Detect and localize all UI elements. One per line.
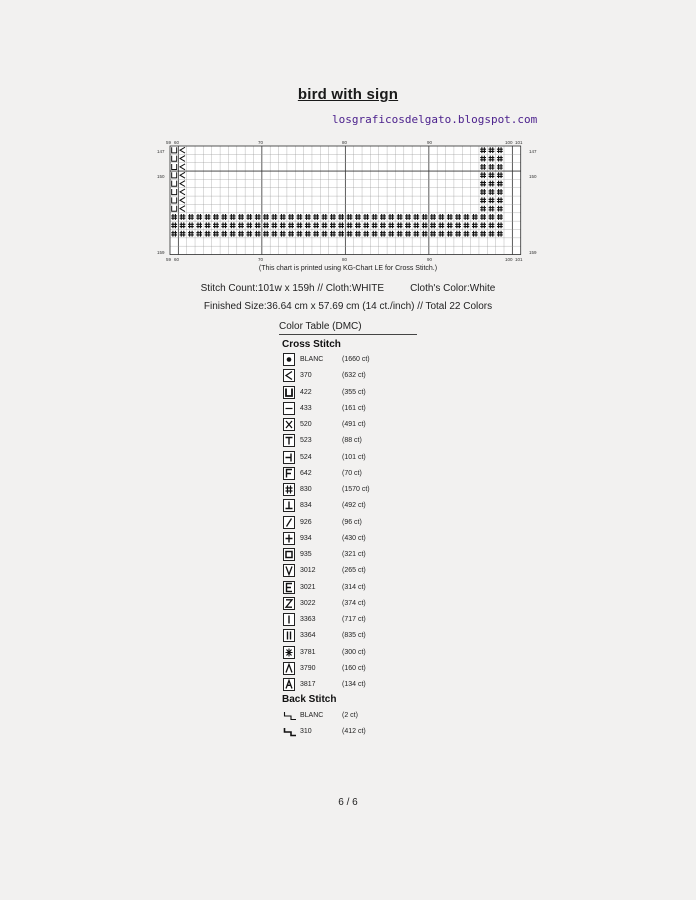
color-row	[283, 532, 483, 546]
dmc-code: 642	[300, 469, 312, 477]
dmc-code: 934	[300, 534, 312, 542]
stitch-count-value: (835 ct)	[342, 632, 366, 640]
dmc-code: 310	[300, 728, 312, 735]
cloth-color: Cloth's Color:White	[410, 283, 496, 294]
color-row	[283, 662, 483, 676]
dmc-code: 433	[300, 404, 312, 412]
dmc-code: 422	[300, 388, 312, 396]
color-row	[283, 434, 483, 448]
u-shape-icon	[283, 386, 295, 399]
stitch-count-value: (265 ct)	[342, 567, 366, 575]
stitch-count-value: (717 ct)	[342, 616, 366, 623]
dmc-code: 935	[300, 551, 312, 558]
t-icon	[283, 434, 295, 447]
top-label-90: 90	[427, 140, 433, 145]
finished-size: Finished Size:36.64 cm x 57.69 cm (14 ct./inch) // Total 22 Colors	[203, 301, 493, 312]
dmc-code: 3012	[300, 567, 316, 575]
inverted-t-icon	[283, 499, 295, 512]
stitch-count-value: (492 ct)	[342, 502, 366, 510]
color-row	[283, 709, 483, 723]
color-row	[283, 353, 483, 367]
color-row	[283, 581, 483, 595]
stitch-count-value: (96 ct)	[342, 518, 362, 526]
top-label-59: 59	[166, 140, 172, 145]
stitch-count-value: (374 ct)	[342, 599, 366, 607]
color-row	[283, 725, 483, 739]
page-number: 6 / 6	[338, 797, 358, 808]
dmc-code: 830	[300, 486, 312, 493]
back-stitch-thin-icon	[283, 709, 297, 722]
stitch-count-value: (101 ct)	[342, 453, 366, 461]
top-label-101: 101	[515, 140, 523, 145]
stitch-count-value: (314 ct)	[342, 583, 366, 591]
stitch-count-value: (134 ct)	[342, 681, 366, 688]
bottom-label-100: 100	[505, 257, 513, 262]
color-table-title: Color Table (DMC)	[279, 321, 417, 335]
z-icon	[283, 597, 295, 610]
right-label-159: 159	[529, 250, 537, 255]
square-icon	[283, 548, 295, 561]
printed-note: (This chart is printed using KG-Chart LE for Cross Stitch.)	[258, 265, 438, 272]
dmc-code: 926	[300, 518, 312, 526]
dmc-code: 3817	[300, 681, 316, 688]
top-label-70: 70	[258, 140, 264, 145]
back-stitch-heading: Back Stitch	[282, 694, 337, 705]
color-row	[283, 451, 483, 465]
color-row	[283, 483, 483, 497]
top-label-80: 80	[342, 140, 348, 145]
dmc-code: 3781	[300, 648, 316, 656]
dmc-code: 3021	[300, 583, 316, 591]
stitch-count-value: (300 ct)	[342, 648, 366, 656]
x-icon	[283, 418, 295, 431]
color-row	[283, 516, 483, 530]
dmc-code: 524	[300, 453, 312, 461]
color-row	[283, 646, 483, 660]
color-row	[283, 369, 483, 383]
dmc-code: 3022	[300, 599, 316, 607]
stitch-count-value: (161 ct)	[342, 404, 366, 412]
stitch-count-value: (88 ct)	[342, 437, 362, 445]
stitch-count-value: (491 ct)	[342, 421, 366, 428]
less-than-icon	[283, 369, 295, 382]
color-row	[283, 499, 483, 513]
color-row	[283, 402, 483, 416]
left-label-147: 147	[157, 149, 165, 154]
right-tee-icon	[283, 451, 295, 464]
stitch-count-value: (632 ct)	[342, 372, 366, 380]
pattern-chart	[157, 138, 545, 264]
double-bar-icon	[283, 629, 295, 642]
back-stitch-thick-icon	[283, 725, 297, 738]
color-row	[283, 418, 483, 432]
dmc-code: BLANC	[300, 356, 324, 363]
pattern-grid	[170, 146, 521, 255]
top-label-60: 60	[174, 140, 180, 145]
stitch-count-value: (160 ct)	[342, 664, 366, 672]
dmc-code: 520	[300, 421, 312, 428]
left-label-159: 159	[157, 250, 165, 255]
slash-icon	[283, 516, 295, 529]
left-label-150: 150	[157, 174, 165, 179]
page-title: bird with sign	[297, 86, 399, 103]
bottom-label-59: 59	[166, 257, 172, 262]
stitch-info	[0, 283, 696, 294]
a-icon	[283, 678, 295, 691]
color-row	[283, 597, 483, 611]
dot-icon	[283, 353, 295, 366]
site-url: losgraficosdelgato.blogspot.com	[332, 113, 538, 126]
right-label-150: 150	[529, 174, 537, 179]
cross-stitch-heading: Cross Stitch	[282, 339, 341, 350]
stitch-count-value: (2 ct)	[342, 712, 358, 719]
color-row	[283, 613, 483, 627]
hash-icon	[283, 483, 295, 496]
bottom-label-90: 90	[427, 257, 433, 262]
caret-icon	[283, 662, 295, 675]
stitch-count-value: (430 ct)	[342, 534, 366, 542]
color-row	[283, 564, 483, 578]
e-icon	[283, 581, 295, 594]
dmc-code: 523	[300, 437, 312, 445]
plus-icon	[283, 532, 295, 545]
v-icon	[283, 564, 295, 577]
right-label-147: 147	[529, 149, 537, 154]
dmc-code: BLANC	[300, 712, 324, 719]
stitch-count-value: (412 ct)	[342, 728, 366, 735]
stitch-count-value: (355 ct)	[342, 388, 366, 396]
color-row	[283, 678, 483, 692]
color-row	[283, 548, 483, 562]
color-row	[283, 467, 483, 481]
asterisk-icon	[283, 646, 295, 659]
dmc-code: 3363	[300, 616, 316, 623]
dmc-code: 3364	[300, 632, 316, 640]
color-row	[283, 629, 483, 643]
stitch-count-value: (70 ct)	[342, 469, 362, 477]
bottom-label-70: 70	[258, 257, 264, 262]
f-icon	[283, 467, 295, 480]
vertical-bar-icon	[283, 613, 295, 626]
bottom-label-60: 60	[174, 257, 180, 262]
bottom-label-80: 80	[342, 257, 348, 262]
dmc-code: 3790	[300, 664, 316, 672]
stitch-count-value: (321 ct)	[342, 551, 366, 558]
stitch-count: Stitch Count:101w x 159h // Cloth:WHITE	[200, 283, 385, 294]
dmc-code: 834	[300, 502, 312, 510]
bottom-label-101: 101	[515, 257, 523, 262]
stitch-count-value: (1660 ct)	[342, 356, 370, 363]
stitch-count-value: (1570 ct)	[342, 486, 370, 493]
color-row	[283, 386, 483, 400]
dmc-code: 370	[300, 372, 312, 380]
dash-icon	[283, 402, 295, 415]
top-label-100: 100	[505, 140, 513, 145]
